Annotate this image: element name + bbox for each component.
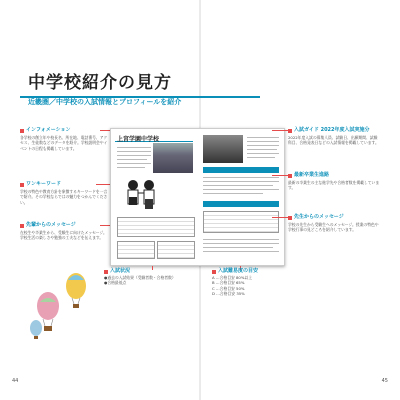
marker-icon [288, 129, 292, 133]
note-heading: 最新卒業生進路 [294, 172, 330, 178]
mockup-career-table [203, 211, 279, 233]
page-number-right: 45 [381, 378, 388, 384]
note-information [20, 127, 108, 151]
marker-icon [20, 224, 24, 228]
mockup-data-table [117, 217, 195, 237]
note-difficulty [212, 268, 292, 297]
students-photo [203, 135, 243, 163]
list-item: ●過去の入試結果（受験者数・合格者数） [104, 275, 176, 280]
note-heading: 入試ガイド 2022年度入試実施分 [294, 127, 370, 133]
note-senior-message [20, 222, 108, 241]
note-heading: 入試難易度の目安 [218, 268, 259, 274]
leader-line [272, 217, 288, 218]
note-exam-status [104, 268, 194, 286]
page-subtitle: 近畿圏／中学校の入試情報とプロフィールを紹介 [28, 98, 182, 106]
title-underline [20, 96, 260, 98]
title-block [28, 72, 248, 107]
leader-line [272, 175, 288, 176]
hot-air-balloons-illustration [28, 270, 98, 340]
marker-icon [212, 270, 216, 274]
school-page-mockup [110, 128, 285, 266]
marker-icon [288, 216, 292, 220]
page-title: 中学校紹介の見方 [28, 73, 172, 93]
note-body: 在校生や卒業生から、受験生に向けたメッセージ。学校生活の楽しさや勉強の工夫などを伝えます。 [20, 230, 107, 241]
note-keyword [20, 181, 108, 205]
mockup-result-table [157, 241, 195, 259]
note-graduates [288, 172, 380, 191]
list-item: A …合格目安 80%以上 [212, 275, 253, 280]
mockup-exam-table [117, 241, 155, 259]
list-item: B …合格目安 65% [212, 280, 245, 286]
marker-icon [104, 270, 108, 274]
section-bar [203, 167, 279, 173]
marker-icon [20, 183, 24, 187]
note-body: 各学校の創立年や校長名、所在地、電話番号、アクセス、生徒数などのデータを紹介。学校説明会やイベントの日程も掲載しています。 [20, 135, 108, 151]
note-teacher-message [288, 214, 380, 233]
note-body: 学校の特色や教育方針を象徴するキーワードを一言で紹介。その学校ならではの魅力をつかんでください。 [20, 189, 108, 205]
section-bar [203, 201, 279, 207]
leader-line [272, 130, 288, 131]
marker-icon [20, 129, 24, 133]
note-heading: ワンキーワード [26, 181, 62, 187]
note-heading: 先輩からのメッセージ [26, 222, 76, 228]
list-item: C …合格目安 50% [212, 285, 245, 291]
mockup-right-page [201, 133, 281, 261]
list-item: D …合格目安 35% [212, 291, 245, 297]
school-building-photo [153, 143, 193, 173]
note-exam-guide [288, 127, 380, 146]
note-heading: 入試状況 [110, 268, 131, 274]
note-body: 2022年度入試の募集人員、試験日、出願期間、試験科目、合格発表日などの入試情報を掲載しています。 [288, 135, 379, 146]
note-body: 最新の卒業生の主な進学先や合格者数を掲載しています。 [288, 180, 380, 191]
marker-icon [288, 174, 292, 178]
students-illustration [121, 177, 161, 213]
note-body: 学校の先生から受験生へのメッセージ。授業の特色や学校行事の見どころを紹介しています。 [288, 222, 379, 233]
note-heading: インフォメーション [26, 127, 71, 133]
list-item: ●合格最低点 [104, 280, 127, 286]
mockup-school-name: 上宮学園中学校 [117, 136, 160, 143]
mockup-left-page [115, 133, 197, 261]
note-heading: 先生からのメッセージ [294, 214, 344, 220]
page-number-left: 44 [12, 378, 19, 384]
